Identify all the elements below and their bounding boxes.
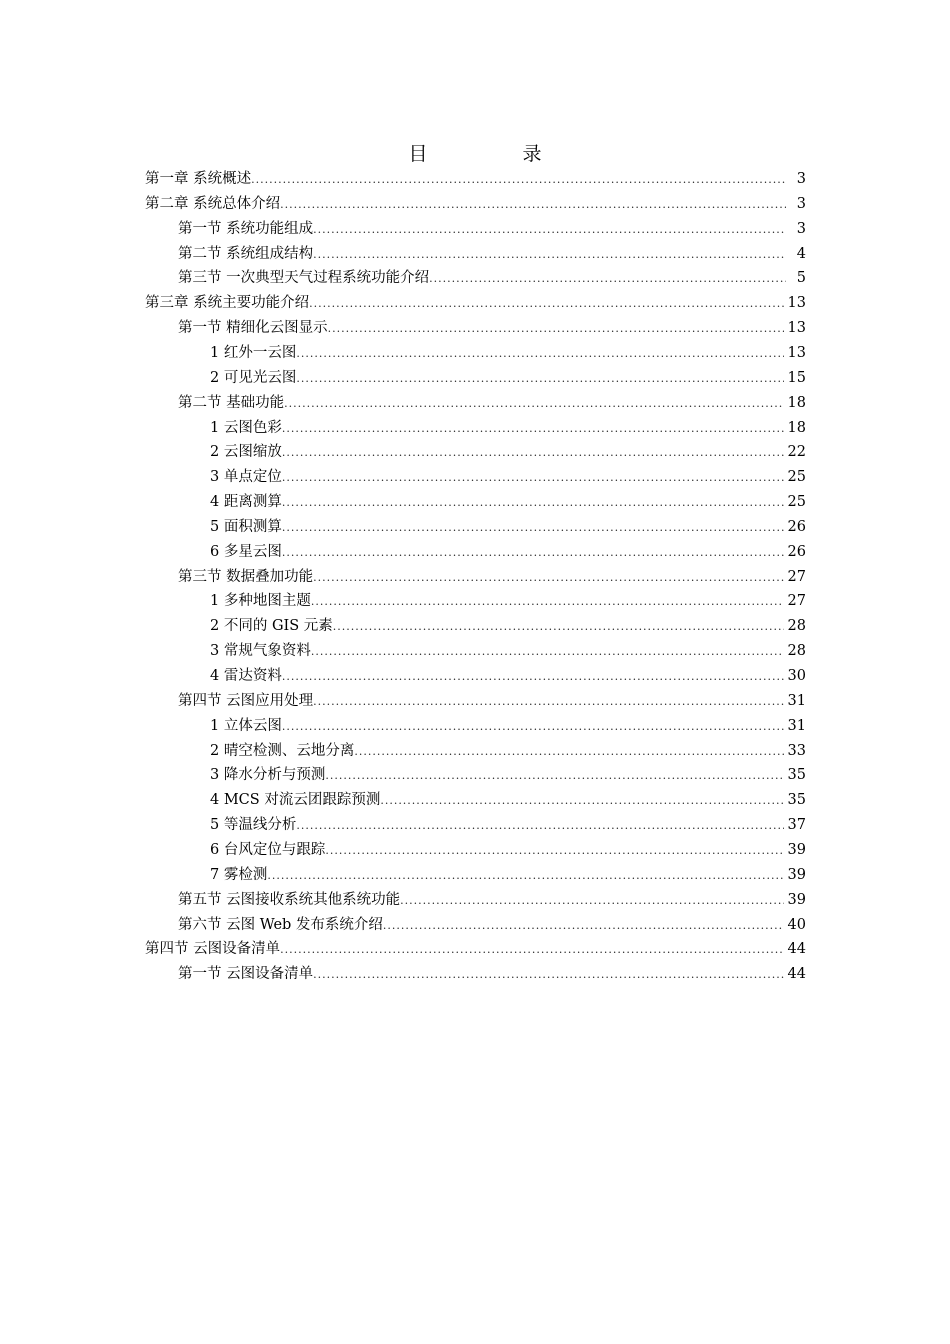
toc-entry[interactable]: [178, 962, 806, 986]
toc-leader-dots: [284, 392, 783, 416]
toc-leader-dots: [313, 243, 786, 267]
toc-entry-page: 28: [787, 618, 806, 635]
toc-entry-label: 第五节 云图接收系统其他系统功能: [178, 891, 401, 908]
toc-leader-dots: [325, 764, 783, 788]
toc-entry[interactable]: [210, 614, 806, 638]
toc-entry-page: 40: [787, 916, 806, 933]
toc-entry-page: 22: [787, 444, 806, 461]
toc-entry[interactable]: [210, 739, 806, 763]
toc-entry-page: 25: [787, 494, 806, 511]
toc-entry-label: 第一章 系统概述: [145, 171, 252, 187]
toc-entry-label: 3 常规气象资料: [210, 643, 311, 660]
toc-entry[interactable]: [145, 291, 806, 315]
toc-entry-page: 39: [787, 891, 806, 908]
toc-entry-page: 4: [796, 245, 806, 262]
toc-leader-dots: [282, 715, 784, 739]
toc-entry[interactable]: [210, 714, 806, 738]
toc-entry-label: 第二节 基础功能: [178, 394, 285, 411]
toc-leader-dots: [282, 441, 784, 465]
toc-entry[interactable]: [178, 913, 806, 937]
toc-entry-label: 1 红外一云图: [210, 344, 297, 361]
toc-entry-page: 25: [787, 469, 806, 486]
toc-entry[interactable]: [210, 763, 806, 787]
toc-entry-label: 第四节 云图设备清单: [145, 941, 281, 958]
toc-entry-label: 6 台风定位与跟踪: [210, 841, 326, 858]
toc-entry-page: 35: [787, 792, 806, 809]
toc-entry-page: 18: [787, 419, 806, 436]
toc-entry[interactable]: [178, 242, 806, 266]
toc-entry-page: 15: [787, 369, 806, 386]
toc-entry-label: 5 面积测算: [210, 518, 282, 535]
toc-entry-page: 27: [787, 568, 806, 585]
toc-entry-label: 第三节 数据叠加功能: [178, 568, 314, 585]
toc-entry-label: 2 晴空检测、云地分离: [210, 742, 355, 759]
toc-leader-dots: [429, 267, 786, 291]
toc-entry-page: 31: [787, 717, 806, 734]
toc-entry-page: 26: [787, 518, 806, 535]
toc-entry[interactable]: [210, 366, 806, 390]
toc-leader-dots: [311, 590, 784, 614]
toc-entry[interactable]: [210, 540, 806, 564]
toc-leader-dots: [280, 193, 786, 217]
toc-entry[interactable]: [210, 515, 806, 539]
toc-entry-page: 27: [787, 593, 806, 610]
toc-leader-dots: [313, 963, 783, 987]
toc-leader-dots: [282, 541, 784, 565]
toc-entry[interactable]: [178, 316, 806, 340]
toc-entry[interactable]: [178, 565, 806, 589]
toc-leader-dots: [296, 367, 783, 391]
toc-entry[interactable]: [145, 167, 806, 191]
toc-entry[interactable]: [178, 888, 806, 912]
toc-entry-label: 2 可见光云图: [210, 369, 297, 386]
toc-leader-dots: [325, 839, 783, 863]
toc-entry-page: 3: [796, 171, 806, 187]
toc-entry[interactable]: [210, 440, 806, 464]
toc-entry-label: 5 等温线分析: [210, 817, 297, 834]
toc-entry-label: 第四节 云图应用处理: [178, 692, 314, 709]
toc-entry-label: 2 云图缩放: [210, 444, 282, 461]
toc-leader-dots: [282, 516, 784, 540]
toc-entry-label: 第二章 系统总体介绍: [145, 195, 281, 212]
toc-entry-page: 18: [787, 394, 806, 411]
toc-entry-page: 5: [796, 270, 806, 287]
toc-entry-label: 4 MCS 对流云团跟踪预测: [210, 792, 381, 809]
toc-entry[interactable]: [145, 937, 806, 961]
toc-entry-label: 第六节 云图 Web 发布系统介绍: [178, 916, 383, 933]
toc-entry[interactable]: [210, 589, 806, 613]
toc-entry[interactable]: [210, 788, 806, 812]
toc-entry-label: 1 云图色彩: [210, 419, 282, 436]
toc-leader-dots: [280, 938, 783, 962]
toc-entry-page: 37: [787, 817, 806, 834]
toc-entry-page: 3: [796, 195, 806, 212]
toc-leader-dots: [400, 889, 783, 913]
toc-entry-page: 13: [787, 295, 806, 312]
toc-entry-label: 第一节 云图设备清单: [178, 966, 314, 983]
toc-entry-label: 第三节 一次典型天气过程系统功能介绍: [178, 270, 430, 287]
toc-entry-page: 30: [787, 668, 806, 684]
toc-title: 目 录: [408, 143, 580, 165]
toc-leader-dots: [383, 914, 784, 938]
toc-entry-page: 39: [787, 866, 806, 883]
toc-entry-label: 第一节 精细化云图显示: [178, 320, 328, 337]
toc-entry[interactable]: [210, 664, 806, 688]
toc-entry-page: 44: [787, 941, 806, 958]
toc-entry[interactable]: [210, 465, 806, 489]
toc-entry[interactable]: [210, 341, 806, 365]
toc-entry-label: 7 雾检测: [210, 866, 268, 883]
toc-leader-dots: [354, 740, 783, 764]
toc-entry[interactable]: [145, 192, 806, 216]
toc-entry[interactable]: [178, 217, 806, 241]
toc-leader-dots: [282, 417, 784, 441]
toc-entry-label: 1 多种地图主题: [210, 593, 311, 610]
toc-leader-dots: [282, 491, 784, 515]
toc-leader-dots: [282, 466, 784, 490]
toc-entry-page: 26: [787, 543, 806, 560]
toc-entry-page: 44: [787, 966, 806, 983]
toc-entry-label: 2 不同的 GIS 元素: [210, 618, 333, 635]
toc-entry[interactable]: [210, 838, 806, 862]
toc-entry-label: 4 距离测算: [210, 494, 282, 511]
toc-leader-dots: [328, 317, 784, 341]
toc-entry[interactable]: [210, 490, 806, 514]
toc-leader-dots: [380, 789, 783, 813]
toc-entry-page: 31: [787, 692, 806, 709]
toc-leader-dots: [313, 690, 783, 714]
toc-entry-label: 第一节 系统功能组成: [178, 220, 314, 237]
toc-entry-label: 3 单点定位: [210, 469, 282, 486]
toc-leader-dots: [313, 566, 783, 590]
toc-entry[interactable]: [178, 266, 806, 290]
toc-entry-label: 6 多星云图: [210, 543, 282, 560]
toc-leader-dots: [296, 814, 783, 838]
toc-entry-page: 3: [796, 220, 806, 237]
toc-entry-page: 35: [787, 767, 806, 784]
toc-leader-dots: [251, 168, 786, 192]
toc-leader-dots: [309, 292, 783, 316]
toc-entry[interactable]: [210, 416, 806, 440]
toc-entry-page: 28: [787, 643, 806, 660]
toc-entry-page: 33: [787, 742, 806, 759]
toc-entry-page: 13: [787, 344, 806, 361]
toc-entry[interactable]: [178, 391, 806, 415]
toc-entry[interactable]: [210, 813, 806, 837]
toc-entry-page: 13: [787, 320, 806, 337]
toc-entry-label: 1 立体云图: [210, 717, 282, 734]
toc-leader-dots: [267, 864, 783, 888]
toc-leader-dots: [311, 640, 784, 664]
toc-leader-dots: [333, 615, 784, 639]
toc-entry-page: 39: [787, 841, 806, 858]
toc-leader-dots: [282, 665, 784, 689]
toc-leader-dots: [296, 342, 783, 366]
toc-entry-label: 第三章 系统主要功能介绍: [145, 295, 310, 312]
toc-entry-label: 3 降水分析与预测: [210, 767, 326, 784]
toc-entry[interactable]: [210, 639, 806, 663]
toc-entry-label: 第二节 系统组成结构: [178, 245, 314, 262]
toc-entry[interactable]: [178, 689, 806, 713]
toc-entry-label: 4 雷达资料: [210, 668, 282, 684]
toc-entry[interactable]: [210, 863, 806, 887]
toc-leader-dots: [313, 218, 786, 242]
